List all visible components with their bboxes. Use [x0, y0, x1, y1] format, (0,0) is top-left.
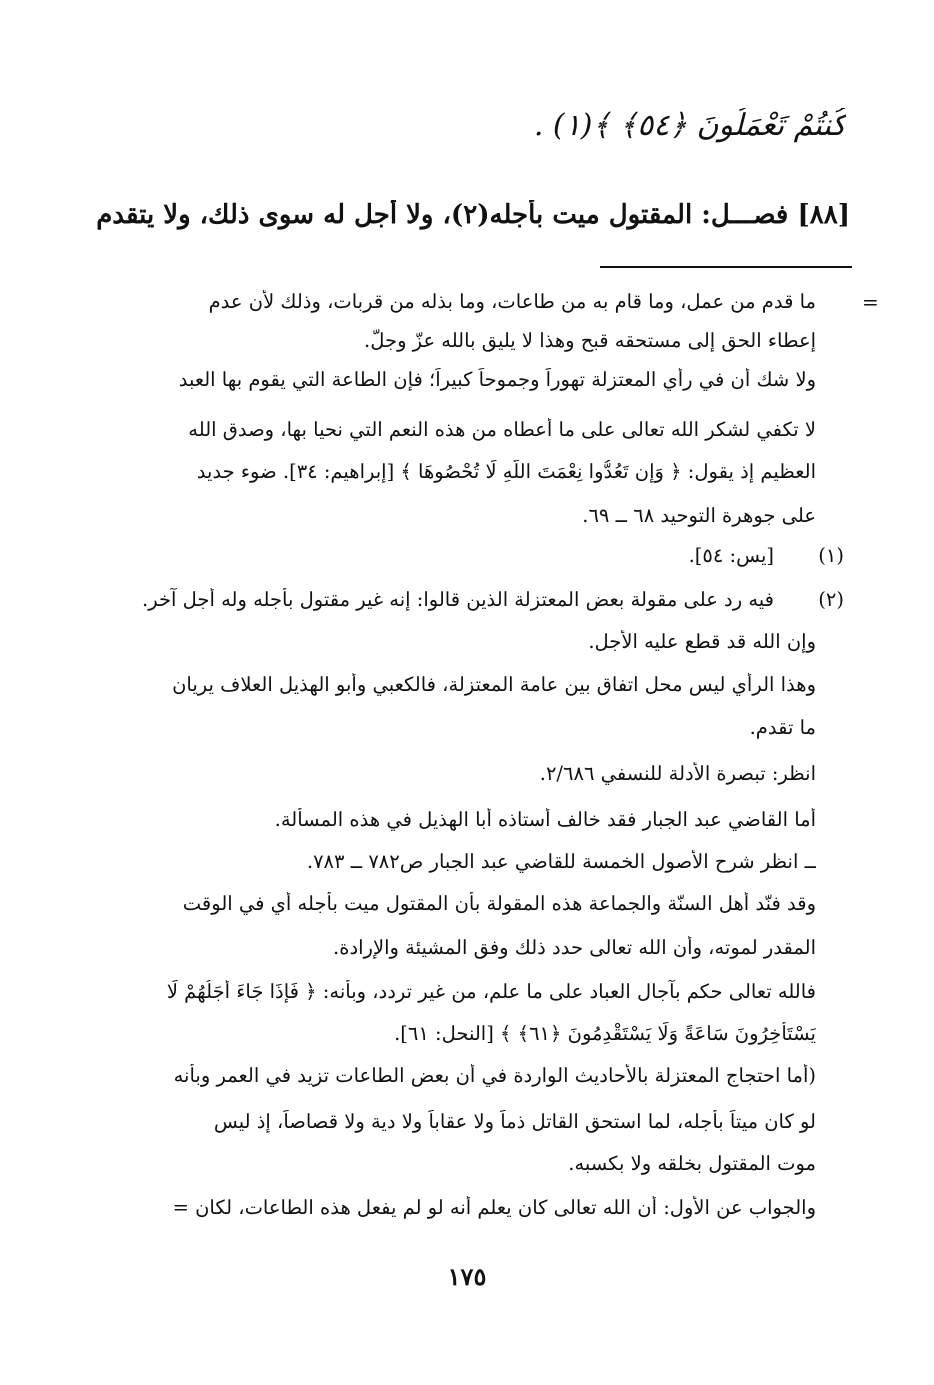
footnote-2-line: فيه رد على مقولة بعض المعتزلة الذين قالوا: إنه غير مقتول بأجله وله أجل آخر. [142, 588, 774, 611]
main-paragraph [80, 200, 850, 230]
footnote-2-line: موت المقتول بخلقه ولا بكسبه. [568, 1152, 816, 1175]
footnote-2-line: لو كان ميتاً بأجله، لما استحق القاتل ذماً ولا عقاباً ولا دية ولا قصاصاً، إذ ليس [213, 1110, 816, 1133]
footnote-2-line: (أما احتجاج المعتزلة بالأحاديث الواردة في أن بعض الطاعات تزيد في العمر وبأنه [173, 1064, 816, 1087]
main-text-body: المقتول ميت بأجله(٢)، ولا أجل له سوى ذلك، ولا يتقدم [96, 200, 693, 230]
section-number: [٨٨] [797, 200, 850, 230]
footnote-2-line: والجواب عن الأول: أن الله تعالى كان يعلم أنه لو لم يفعل هذه الطاعات، لكان = [172, 1196, 816, 1219]
footnote-2-line: انظر: تبصرة الأدلة للنسفي ٢/٦٨٦. [539, 762, 816, 785]
footnote-2-line: وهذا الرأي ليس محل اتفاق بين عامة المعتزلة، فالكعبي وأبو الهذيل العلاف يريان [172, 673, 816, 696]
quran-verse-end: كُنتُمْ تَعْمَلُونَ ﴿٥٤﴾ ﴾(١) . [533, 108, 846, 143]
continuation-marker: = [862, 290, 879, 314]
footnote-1-marker: (١) [818, 544, 844, 567]
footnote-line: لا تكفي لشكر الله تعالى على ما أعطاه من هذه النعم التي نحيا بها، وصدق الله [188, 418, 816, 441]
footnote-line: إعطاء الحق إلى مستحقه قبح وهذا لا يليق بالله عزّ وجلّ. [364, 329, 816, 352]
footnote-2-line: وإن الله قد قطع عليه الأجل. [588, 630, 816, 653]
footnote-2-line: فالله تعالى حكم بآجال العباد على ما علم، من غير تردد، وبأنه: ﴿ فَإِذَا جَاءَ أَجَلُهُمْ لَا [166, 980, 816, 1003]
footnote-line: على جوهرة التوحيد ٦٨ ــ ٦٩. [582, 504, 816, 527]
footnote-line: ولا شك أن في رأي المعتزلة تهوراً وجموحاً كبيراً؛ فإن الطاعة التي يقوم بها العبد [178, 368, 816, 391]
footnote-2-line: أما القاضي عبد الجبار فقد خالف أستاذه أبا الهذيل في هذه المسألة. [274, 808, 816, 831]
footnote-2-marker: (٢) [818, 588, 844, 611]
footnote-2-line: ــ انظر شرح الأصول الخمسة للقاضي عبد الجبار ص٧٨٢ ــ ٧٨٣. [306, 850, 816, 873]
footnote-1-text: [يس: ٥٤]. [688, 544, 774, 567]
footnote-2-line: يَسْتَأْخِرُونَ سَاعَةً وَلَا يَسْتَقْدِمُونَ ﴿٦١﴾ ﴾ [النحل: ٦١]. [394, 1022, 816, 1045]
footnote-separator [600, 266, 852, 268]
footnote-2-line: ما تقدم. [749, 716, 816, 739]
page-number: ١٧٥ [447, 1262, 487, 1291]
footnote-2-line: وقد فنّد أهل السنّة والجماعة هذه المقولة بأن المقتول ميت بأجله أي في الوقت [182, 892, 816, 915]
footnote-2-line: المقدر لموته، وأن الله تعالى حدد ذلك وفق المشيئة والإرادة. [333, 936, 816, 959]
footnote-line: ما قدم من عمل، وما قام به من طاعات، وما بذله من قربات، وذلك لأن عدم [208, 290, 816, 313]
footnote-line: العظيم إذ يقول: ﴿ وَإِن تَعُدُّوا نِعْمَتَ اللَّهِ لَا تُحْصُوهَا ﴾ [إبراهيم: ٣٤]. ضوء جديد [196, 460, 816, 483]
section-heading: فصـــل: [701, 200, 789, 230]
